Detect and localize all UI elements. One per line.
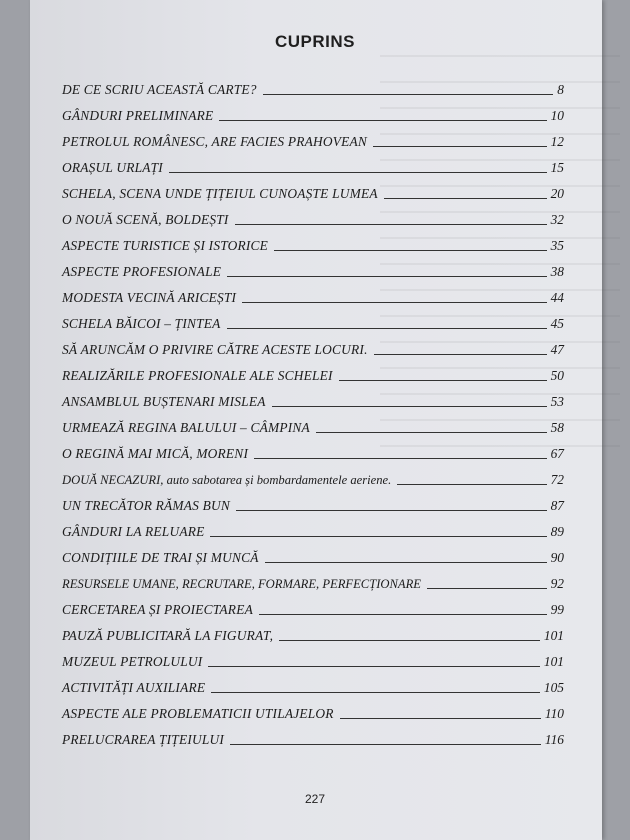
dot-leader: [227, 276, 547, 277]
toc-entry-page: 101: [543, 628, 564, 643]
toc-entry-title: ANSAMBLUL BUȘTENARI MISLEA: [62, 394, 266, 409]
dot-leader: [242, 302, 546, 303]
toc-entry: [62, 130, 564, 150]
toc-entry: [62, 364, 564, 384]
toc-entry: [62, 494, 564, 514]
dot-leader: [169, 172, 547, 173]
toc-entry-page: 87: [550, 498, 564, 513]
dot-leader: [374, 354, 547, 355]
toc-entry: [62, 104, 564, 124]
toc-entry-page: 105: [543, 680, 564, 695]
toc-entry-title: UN TRECĂTOR RĂMAS BUN: [62, 498, 230, 513]
toc-entry: [62, 442, 564, 462]
toc-entry-page: 116: [544, 732, 564, 747]
toc-entry-title: CONDIȚIILE DE TRAI ȘI MUNCĂ: [62, 550, 259, 565]
toc-entry-page: 50: [550, 368, 564, 383]
toc-entry: [62, 156, 564, 176]
toc-entry-title: SCHELA, SCENA UNDE ȚIȚEIUL CUNOAȘTE LUMEA: [62, 186, 378, 201]
toc-entry-title: MODESTA VECINĂ ARICEȘTI: [62, 290, 237, 305]
toc-entry-title: ACTIVITĂȚI AUXILIARE: [62, 680, 206, 695]
toc-entry-page: 8: [557, 82, 564, 97]
toc-entry-title: GÂNDURI PRELIMINARE: [62, 108, 214, 123]
dot-leader: [210, 536, 546, 537]
toc-entry-page: 92: [550, 576, 564, 591]
toc-entry: [62, 468, 564, 488]
toc-entry-title: REALIZĂRILE PROFESIONALE ALE SCHELEI: [62, 368, 333, 383]
toc-entry: [62, 728, 564, 748]
toc-entry-title: O NOUĂ SCENĂ, BOLDEȘTI: [62, 212, 229, 227]
dot-leader: [265, 562, 547, 563]
toc-entry: [62, 520, 564, 540]
toc-entry-title: PAUZĂ PUBLICITARĂ LA FIGURAT,: [62, 628, 274, 643]
toc-entry-title: PRELUCRAREA ȚIȚEIULUI: [62, 732, 225, 747]
toc-entry-page: 53: [550, 394, 564, 409]
toc-entry-title: ASPECTE PROFESIONALE: [62, 264, 222, 279]
dot-leader: [427, 588, 547, 589]
dot-leader: [254, 458, 547, 459]
dot-leader: [274, 250, 547, 251]
toc-entry-page: 72: [550, 472, 564, 487]
toc-entry-page: 20: [550, 186, 564, 201]
toc-entry-title: MUZEUL PETROLULUI: [62, 654, 203, 669]
toc-entry-title: GÂNDURI LA RELUARE: [62, 524, 205, 539]
toc-entry-title: DOUĂ NECAZURI, auto sabotarea și bombardamentele aeriene.: [62, 473, 392, 487]
toc-entry-title: ORAȘUL URLAȚI: [62, 160, 163, 175]
toc-entry: [62, 676, 564, 696]
toc-entry-title: RESURSELE UMANE, RECRUTARE, FORMARE, PERFECȚIONARE: [62, 577, 421, 591]
dot-leader: [235, 224, 547, 225]
toc-entry: [62, 546, 564, 566]
toc-entry-page: 10: [550, 108, 564, 123]
toc-entry-title: SĂ ARUNCĂM O PRIVIRE CĂTRE ACESTE LOCURI.: [62, 342, 368, 357]
dot-leader: [208, 666, 539, 667]
toc-entry-title: ASPECTE ALE PROBLEMATICII UTILAJELOR: [62, 706, 334, 721]
dot-leader: [279, 640, 540, 641]
toc-entry-title: ASPECTE TURISTICE ȘI ISTORICE: [62, 238, 269, 253]
toc-entry-page: 44: [550, 290, 564, 305]
dot-leader: [340, 718, 541, 719]
toc-entry: [62, 416, 564, 436]
toc-entry-title: PETROLUL ROMÂNESC, ARE FACIES PRAHOVEAN: [62, 134, 367, 149]
toc-entry-title: SCHELA BĂICOI – ȚINTEA: [62, 316, 221, 331]
dot-leader: [227, 328, 547, 329]
dot-leader: [384, 198, 547, 199]
toc-entry-page: 47: [550, 342, 564, 357]
toc-entry: [62, 182, 564, 202]
toc-entry: [62, 338, 564, 358]
toc-entry-title: URMEAZĂ REGINA BALULUI – CÂMPINA: [62, 420, 310, 435]
dot-leader: [236, 510, 547, 511]
dot-leader: [230, 744, 541, 745]
dot-leader: [373, 146, 547, 147]
dot-leader: [272, 406, 547, 407]
toc-entry-page: 99: [550, 602, 564, 617]
toc-entry: [62, 234, 564, 254]
toc-entry-page: 35: [550, 238, 564, 253]
toc-entry-page: 58: [550, 420, 564, 435]
toc-entry: [62, 572, 564, 592]
page-number: 227: [304, 792, 326, 806]
toc-entry: [62, 650, 564, 670]
toc-entry-page: 110: [544, 706, 564, 721]
toc-entry-title: O REGINĂ MAI MICĂ, MORENI: [62, 446, 249, 461]
toc-entry: [62, 78, 564, 98]
toc-entry: [62, 312, 564, 332]
toc-entry-page: 67: [550, 446, 564, 461]
dot-leader: [211, 692, 540, 693]
toc-entry: [62, 260, 564, 280]
toc-entry-title: DE CE SCRIU ACEASTĂ CARTE?: [62, 82, 257, 97]
toc-entry-title: CERCETAREA ȘI PROIECTAREA: [62, 602, 253, 617]
dot-leader: [339, 380, 547, 381]
toc-entry: [62, 624, 564, 644]
toc-entry: [62, 598, 564, 618]
toc-entry: [62, 286, 564, 306]
toc-entry: [62, 208, 564, 228]
dot-leader: [219, 120, 546, 121]
toc-entry-page: 32: [550, 212, 564, 227]
dot-leader: [263, 94, 554, 95]
toc-entry-page: 38: [550, 264, 564, 279]
toc-entry-page: 12: [550, 134, 564, 149]
toc-entry-page: 45: [550, 316, 564, 331]
toc-entry-page: 90: [550, 550, 564, 565]
toc-entry: [62, 390, 564, 410]
toc-entry-page: 89: [550, 524, 564, 539]
page-title: CUPRINS: [274, 32, 355, 51]
dot-leader: [397, 484, 546, 485]
dot-leader: [316, 432, 547, 433]
toc-entry-page: 101: [543, 654, 564, 669]
toc-entry: [62, 702, 564, 722]
toc-entry-page: 15: [550, 160, 564, 175]
dot-leader: [259, 614, 547, 615]
